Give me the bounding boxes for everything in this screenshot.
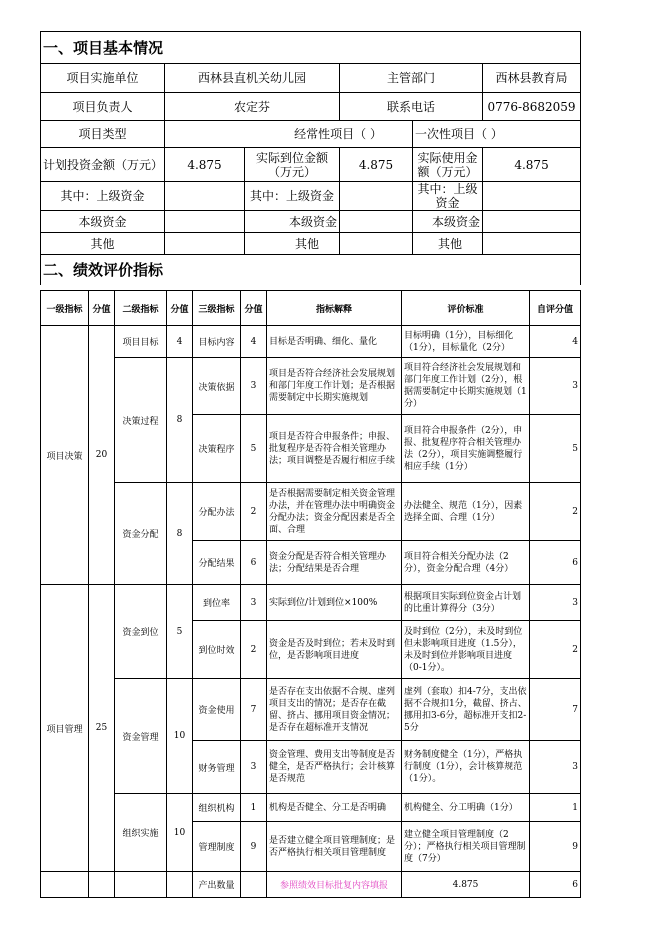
l3-name: 到位时效 [193, 621, 241, 679]
section2-title: 二、绩效评价指标 [41, 255, 581, 285]
explain: 机构是否健全、分工是否明确 [267, 794, 402, 822]
header-l3-score: 分值 [241, 291, 267, 326]
l2-score: 5 [167, 585, 193, 679]
dept-label: 主管部门 [340, 64, 483, 93]
l3-name: 分配结果 [193, 541, 241, 585]
used-upper-label: 其中：上级资金 [413, 182, 483, 211]
used-value: 4.875 [483, 148, 581, 182]
l1-name: 项目决策 [41, 326, 89, 585]
dept-value: 西林县教育局 [483, 64, 581, 93]
l3-score: 6 [241, 541, 267, 585]
self-score: 3 [530, 585, 581, 621]
l3-score: 2 [241, 483, 267, 541]
manager-value: 农定芬 [165, 93, 340, 121]
used-local-value [483, 211, 581, 233]
standard: 项目符合经济社会发展规划和部门年度工作计划（2分），根据需要制定中长期实施规划（1分） [402, 358, 530, 415]
self-score: 2 [530, 621, 581, 679]
self-score: 6 [530, 872, 581, 898]
used-other-value [483, 233, 581, 255]
l3-score: 1 [241, 794, 267, 822]
table-row [41, 679, 581, 741]
self-score: 3 [530, 358, 581, 415]
unit-value: 西林县直机关幼儿园 [165, 64, 340, 93]
l3-score: 3 [241, 358, 267, 415]
planned-upper-label: 其中：上级资金 [41, 182, 165, 211]
header-explain: 指标解释 [267, 291, 402, 326]
self-score: 4 [530, 326, 581, 358]
l3-name: 财务管理 [193, 741, 241, 794]
phone-label: 联系电话 [340, 93, 483, 121]
l2-score: 4 [167, 326, 193, 358]
actual-other-value [340, 233, 413, 255]
header-l2: 二级指标 [115, 291, 167, 326]
type-onetime: 一次性项目（ ） [413, 121, 581, 148]
l2-name: 决策过程 [115, 358, 167, 483]
self-score: 9 [530, 822, 581, 872]
l2-name: 资金到位 [115, 585, 167, 679]
explain: 是否存在支出依据不合规、虚列项目支出的情况；是否存在截留、挤占、挪用项目资金情况；是否存在超标准开支情况 [267, 679, 402, 741]
l3-score: 4 [241, 326, 267, 358]
l3-score: 9 [241, 822, 267, 872]
l1-name: 项目管理 [41, 585, 89, 872]
planned-other-value [165, 233, 245, 255]
standard: 4.875 [402, 872, 530, 898]
header-l1-score: 分值 [89, 291, 115, 326]
basic-info-table [40, 31, 581, 285]
l2-name: 资金管理 [115, 679, 167, 794]
l3-score: 3 [241, 585, 267, 621]
l3-name: 产出数量 [193, 872, 241, 898]
self-score: 6 [530, 541, 581, 585]
l3-name: 资金使用 [193, 679, 241, 741]
l2-score: 10 [167, 679, 193, 794]
l2-score: 8 [167, 358, 193, 483]
table-row [41, 585, 581, 621]
l3-score: 2 [241, 621, 267, 679]
standard: 虚列（套取）扣4-7分，支出依据不合规扣1分，截留、挤占、挪用扣3-6分，超标准开支扣2-5分 [402, 679, 530, 741]
standard: 目标明确（1分），目标细化（1分），目标量化（2分） [402, 326, 530, 358]
l2-name [115, 872, 167, 898]
standard: 根据项目实际到位资金占计划的比重计算得分（3分） [402, 585, 530, 621]
l1-score: 20 [89, 326, 115, 585]
type-recurring: 经常性项目（ ） [165, 121, 413, 148]
l2-score [167, 872, 193, 898]
explain: 项目是否符合经济社会发展规划和部门年度工作计划；是否根据需要制定中长期实施规划 [267, 358, 402, 415]
planned-local-value [165, 211, 245, 233]
actual-upper-label: 其中：上级资金 [245, 182, 340, 211]
standard: 项目符合相关分配办法（2分），资金分配合理（4分） [402, 541, 530, 585]
self-score: 3 [530, 741, 581, 794]
standard: 财务制度健全（1分），严格执行制度（1分），会计核算规范（1分）。 [402, 741, 530, 794]
l2-name: 资金分配 [115, 483, 167, 585]
self-score: 2 [530, 483, 581, 541]
actual-label: 实际到位金额（万元） [245, 148, 340, 182]
planned-label: 计划投资金额（万元） [41, 148, 165, 182]
used-upper-value [483, 182, 581, 211]
type-label: 项目类型 [41, 121, 165, 148]
header-self: 自评分值 [530, 291, 581, 326]
standard: 建立健全项目管理制度（2分）；严格执行相关项目管理制度（7分） [402, 822, 530, 872]
explain: 是否建立健全项目管理制度；是否严格执行相关项目管理制度 [267, 822, 402, 872]
standard: 办法健全、规范（1分），因素选择全面、合理（1分） [402, 483, 530, 541]
actual-local-value [340, 211, 413, 233]
table-row [41, 326, 581, 358]
table-row [41, 794, 581, 822]
explain: 项目是否符合申报条件；申报、批复程序是否符合相关管理办法；项目调整是否履行相应手续 [267, 415, 402, 483]
self-score: 7 [530, 679, 581, 741]
explain: 资金是否及时到位；若未及时到位，是否影响项目进度 [267, 621, 402, 679]
table-row [41, 872, 581, 898]
l3-name: 决策依据 [193, 358, 241, 415]
l3-name: 到位率 [193, 585, 241, 621]
planned-other-label: 其他 [41, 233, 165, 255]
actual-value: 4.875 [340, 148, 413, 182]
l3-score: 3 [241, 741, 267, 794]
header-l3: 三级指标 [193, 291, 241, 326]
planned-local-label: 本级资金 [41, 211, 165, 233]
l2-score: 8 [167, 483, 193, 585]
self-score: 5 [530, 415, 581, 483]
header-standard: 评价标准 [402, 291, 530, 326]
manager-label: 项目负责人 [41, 93, 165, 121]
l3-name: 决策程序 [193, 415, 241, 483]
unit-label: 项目实施单位 [41, 64, 165, 93]
section1-title: 一、项目基本情况 [41, 32, 581, 64]
actual-other-label: 其他 [245, 233, 340, 255]
l3-score: 5 [241, 415, 267, 483]
explain: 目标是否明确、细化、量化 [267, 326, 402, 358]
explain: 是否根据需要制定相关资金管理办法，并在管理办法中明确资金分配办法；资金分配因素是否全面、合理 [267, 483, 402, 541]
standard: 机构健全、分工明确（1分） [402, 794, 530, 822]
used-local-label: 本级资金 [413, 211, 483, 233]
l2-name: 组织实施 [115, 794, 167, 872]
l3-name: 管理制度 [193, 822, 241, 872]
l1-score [89, 872, 115, 898]
self-score: 1 [530, 794, 581, 822]
explain: 资金管理、费用支出等制度是否健全，是否严格执行；会计核算是否规范 [267, 741, 402, 794]
actual-upper-value [340, 182, 413, 211]
l3-score [241, 872, 267, 898]
l3-name: 分配办法 [193, 483, 241, 541]
l1-name [41, 872, 89, 898]
actual-local-label: 本级资金 [245, 211, 340, 233]
standard: 及时到位（2分），未及时到位但未影响项目进度（1.5分），未及时到位并影响项目进度（0-1分）。 [402, 621, 530, 679]
l3-name: 组织机构 [193, 794, 241, 822]
indicator-table [40, 290, 581, 898]
l3-score: 7 [241, 679, 267, 741]
used-label: 实际使用金额（万元） [413, 148, 483, 182]
l2-score: 10 [167, 794, 193, 872]
table-row [41, 483, 581, 541]
l1-score: 25 [89, 585, 115, 872]
l2-name: 项目目标 [115, 326, 167, 358]
standard: 项目符合申报条件（2分），申报、批复程序符合相关管理办法（2分），项目实施调整履行相应手续（1分） [402, 415, 530, 483]
header-l1: 一级指标 [41, 291, 89, 326]
planned-upper-value [165, 182, 245, 211]
l3-name: 目标内容 [193, 326, 241, 358]
explain: 资金分配是否符合相关管理办法；分配结果是否合理 [267, 541, 402, 585]
planned-value: 4.875 [165, 148, 245, 182]
used-other-label: 其他 [413, 233, 483, 255]
explain: 参照绩效目标批复内容填报 [267, 872, 402, 898]
table-row [41, 358, 581, 415]
phone-value: 0776-8682059 [483, 93, 581, 121]
explain: 实际到位/计划到位×100% [267, 585, 402, 621]
header-l2-score: 分值 [167, 291, 193, 326]
